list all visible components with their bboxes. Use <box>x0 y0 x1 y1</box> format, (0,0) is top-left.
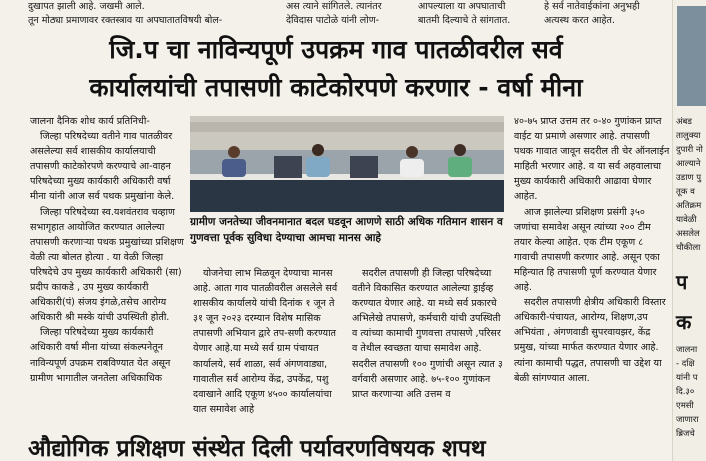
adjacent-article-strip: अंबड तालुक्या दुपारी नो आल्याने उडाण पु तूक व अतिक्रम यावेळी असलेल चौकीला प क जालना - दक्षि यांनी प दि.३० एमसी जाणारा ब्रिजचे <box>672 0 706 461</box>
article-column-4 <box>514 114 670 432</box>
article-column-2 <box>193 266 345 432</box>
meeting-photo-illustration <box>190 116 504 212</box>
article-column-1 <box>30 114 184 434</box>
next-article-headline: औद्योगिक प्रशिक्षण संस्थेत दिली पर्यावरणविषयक शपथ <box>28 436 486 461</box>
dateline: जालना दैनिक शोध कार्य प्रतिनिधी- <box>30 116 150 127</box>
prev-article-col-1: दुखापत झाली आहे. जखमी आले. तून मोठ्या प्रमाणावर रक्तस्त्राव या अपघातातविषयी बोल- <box>28 1 223 26</box>
prev-article-col-2: अस त्याने सांगितले. त्यानंतर देविदास पाटोळे यांनी लोण- <box>286 1 382 26</box>
photo-caption: ग्रामीण जनतेच्या जीवनमानात बदल घडवून आणणे साठी अधिक गतिमान शासन व गुणवत्ता पूर्वक सुविधा देण्याचा आमचा मानस आहे <box>190 216 503 244</box>
previous-article-strip <box>0 0 672 30</box>
headline-line-1: जि.प चा नाविन्यपूर्ण उपक्रम गाव पातळीवरील सर्व <box>109 35 563 64</box>
prev-article-col-3: आपल्याला या अपघाताची बातमी दिल्याचे ते सांगतात. <box>418 1 511 26</box>
paragraph: सदरील तपासणी ही जिल्हा परिषदेच्या वतीने विकासित करण्यात आलेल्या ड्राईव्ह करण्यात येणार आहे. या मध्ये सर्व प्रकारचे अभिलेखे तपासणे, कर्मचारी यांची उपस्थिती व त्यांच्या कामाची गुणवत्ता तपासणे ,परिसर व तेथील स्वच्छता याचा समावेश आहे. सदरील तपासणी १०० गुणांची असून त्यात ३ वर्गवारी असणार आहे. ७५-१०० गुणांकन प्राप्त करणाऱ्या अति उत्तम व <box>352 268 503 400</box>
paragraph: सदरील तपासणी क्षेत्रीय अधिकारी विस्तार अधिकारी-पंचायत, आरोग्य, शिक्षण,उप अभियंता , अंगणवाडी सुपरवायझर, केंद्र प्रमुख, यांच्या मार्फत करण्यात येणार आहे. त्यांना कामाची पद्धत, तपासणी चा उद्देश या बेळी सांगण्यात आला. <box>514 297 666 384</box>
paragraph: जिल्हा परिषदेच्या स्व.यशवंतराव चव्हाण सभागृहात आयोजित करण्यात आलेल्या तपासणी करणाऱ्या पथक प्रमुखांच्या प्रशिक्षण वेळी त्या बोलत होत्या . या वेळी जिल्हा परिषदेचे उप मुख्य कार्यकारी अधिकारी (सा) प्रदीप काकडे , उप मुख्य कार्यकारी अधिकारी(पं) संजय इंगळे,तसेच आरोग्य अधिकारी श्री मस्के यांची उपस्थिती होती. <box>30 206 184 324</box>
prev-article-col-4: हे सर्व नातेवाईकांना अनुभही अत्यस्थ करत आहेत. <box>544 1 640 26</box>
paragraph: ४०-७५ प्राप्त उत्तम तर ०-४० गुणांकन प्राप्त वाईट या प्रमाणे असणार आहे. तपासणी पथक गावात जावून सदरील ती चेर ऑनलाईन माहिती भरणार आहे. व या सर्व अहवालाचा मुख्य कार्यकारी अधिकारी आढावा घेणार आहेत. <box>514 116 670 203</box>
adjacent-photo <box>677 6 706 106</box>
paragraph: जिल्हा परिषदेच्या वतीने गाव पातळीवर असलेल्या सर्व शासकीय कार्यालयाची तपासणी काटेकोरपणे करण्याचे आ-वाहन परिषदेच्या मुख्य कार्यकारी अधिकारी वर्षा मीना यांनी आज सर्व पथक प्रमुखांना केले. <box>30 131 175 203</box>
headline-line-2: कार्यालयांची तपासणी काटेकोरपणे करणार - वर्षा मीना <box>89 73 583 102</box>
paragraph: जिल्हा परिषदेच्या मुख्य कार्यकारी अधिकारी वर्षा मीना यांच्या संकल्पनेतून नाविन्यपूर्ण उपक्रम राबविण्यात येत असून ग्रामीण भागातील जनतेला अधिकाधिक <box>30 327 171 384</box>
paragraph: आज झालेल्या प्रशिक्षण प्रसंगी ३५० जणांचा समावेश असून त्यांच्या २०० टीम तयार केल्या आहेत. एक टीम एकूण ८ गावाची तपासणी करणार आहे. असून एका महिन्यात हि तपासणी पूर्ण करण्यात येणार आहे. <box>514 206 660 294</box>
paragraph: योजनेचा लाभ मिळवून देण्याचा मानस आहे. आता गाव पातळीवरील असलेले सर्व शासकीय कार्यालये यांची दिनांक १ जून ते ३१ जून २०२३ दरम्यान विशेष मासिक तपासणी अभियान द्वारे तप-सणी करण्यात येणार आहे.या मध्ये सर्व ग्राम पंचायत कार्यालये, सर्व शाळा, सर्व अंगणवाड्या, गावातील सर्व आरोग्य केंद्र, उपकेंद्र, पशु दवाखाने आदि एकूण ४५०० कार्यालयांचा यात समावेश आहे <box>193 268 338 415</box>
meeting-photo <box>190 116 504 212</box>
article-column-3 <box>352 266 506 432</box>
